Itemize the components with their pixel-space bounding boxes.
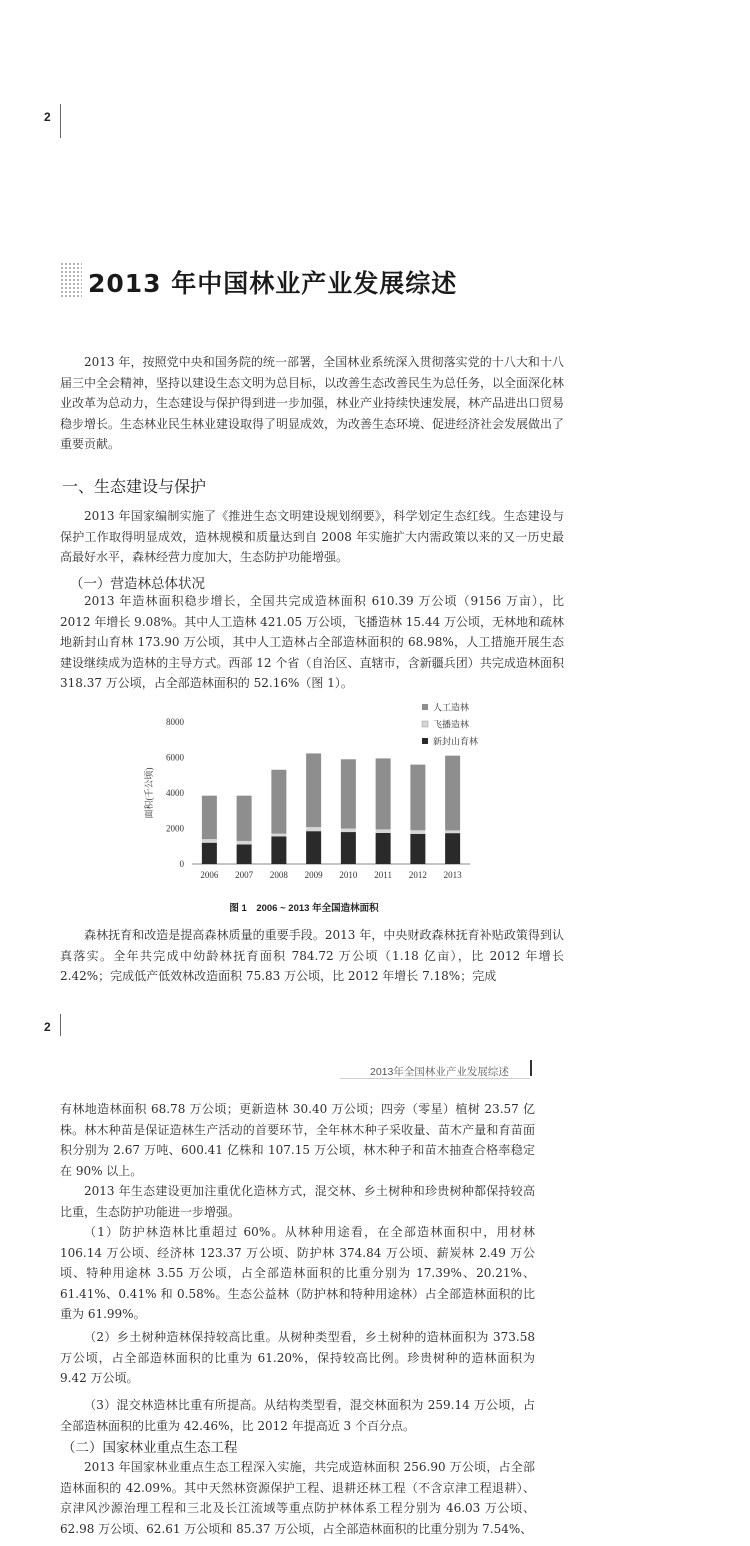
bar-2006-series-1: [202, 839, 217, 843]
page-title: 2013 年中国林业产业发展综述: [88, 269, 458, 298]
section-paragraph: 2013 年国家编制实施了《推进生态文明建设规划纲要》，科学划定生态红线。生态建设与保护工作取得明显成效，造林规模和质量达到自 2008 年实施扩大内需政策以来的又一历史最高最好水平，森林经营力度加大，生态防护功能增强。: [60, 509, 564, 564]
bar-2007-series-0: [237, 844, 252, 864]
bar-2011-series-2: [376, 758, 391, 829]
bar-2010-series-1: [341, 829, 356, 833]
bar-2013-series-1: [445, 830, 460, 833]
running-header-rule: [340, 1078, 530, 1079]
page2-paragraph-5: （3）混交林造林比重有所提高。从结构类型看，混交林面积为 259.14 万公顷，占全部造林面积的比重为 42.46%，比 2012 年提高近 3 个百分点。: [60, 1398, 535, 1433]
legend-label: 人工造林: [433, 702, 470, 713]
bar-2011-series-0: [376, 833, 391, 864]
x-tick-label: 2011: [374, 870, 392, 880]
bar-2007-series-1: [237, 841, 252, 845]
bar-2008-series-0: [271, 836, 286, 864]
y-tick-label: 0: [179, 859, 184, 869]
bar-2012-series-1: [410, 830, 425, 834]
legend-swatch: [422, 738, 428, 744]
page2-paragraph-2: 2013 年生态建设更加注重优化造林方式，混交林、乡土树种和珍贵树种都保持较高比重，生态防护功能进一步增强。: [60, 1184, 535, 1219]
bar-2011-series-1: [376, 829, 391, 833]
x-tick-label: 2013: [443, 870, 462, 880]
x-tick-label: 2012: [408, 870, 427, 880]
y-axis-label: 面积(千公顷): [144, 767, 154, 819]
title-dot-pattern: [60, 262, 82, 298]
page2-paragraph-4: （2）乡土树种造林保持较高比重。从树种类型看，乡土树种的造林面积为 373.58 万公顷，占全部造林面积的比重为 61.20%，保持较高比例。珍贵树种的造林面积为 9.42 万公顷。: [60, 1330, 535, 1385]
subsection-heading-key-projects: （二）国家林业重点生态工程: [62, 1440, 238, 1456]
bar-2008-series-1: [271, 834, 286, 837]
x-tick-label: 2010: [339, 870, 358, 880]
page2-paragraph-3: （1）防护林造林比重超过 60%。从林种用途看，在全部造林面积中，用材林 106.14 万公顷、经济林 123.37 万公顷、防护林 374.84 万公顷、薪炭林 2.49 万公顷、特种用途林 3.55 万公顷，占全部造林面积的比重分别为 17.39%、20.21%、61.41%、0.41% 和 0.58%。生态公益林（防护林和特种用途林）占全部造林面积的比重为 61.99%。: [60, 1225, 535, 1321]
bar-2013-series-0: [445, 833, 460, 864]
bar-2010-series-0: [341, 832, 356, 864]
page2-paragraph-6: 2013 年国家林业重点生态工程深入实施，共完成造林面积 256.90 万公顷，占全部造林面积的 42.09%。其中天然林资源保护工程、退耕还林工程（不含京津工程退耕）、京津风沙源治理工程和三北及长江流域等重点防护林体系工程分别为 46.03 万公顷、62.98 万公顷、62.61 万公顷和 85.37 万公顷，占全部造林面积的比重分别为 7.54%、: [60, 1460, 535, 1536]
bar-2012-series-0: [410, 834, 425, 864]
page-number-bottom: 2: [44, 1020, 51, 1034]
bar-2006-series-2: [202, 796, 217, 839]
running-header: 2013年全国林业产业发展综述: [370, 1066, 509, 1078]
forest-tending-paragraph: 森林抚育和改造是提高森林质量的重要手段。2013 年，中央财政森林抚育补贴政策得到认真落实。全年共完成中幼龄林抚育面积 784.72 万公顷（1.18 亿亩），比 2012 年增长 2.42%；完成低产低效林改造面积 75.83 万公顷，比 2012 年增长 7.18%；完成: [60, 928, 564, 983]
x-tick-label: 2009: [304, 870, 323, 880]
intro-paragraph: 2013 年，按照党中央和国务院的统一部署，全国林业系统深入贯彻落实党的十八大和十八届三中全会精神，坚持以建设生态文明为总目标，以改善生态改善民生为总任务，以全面深化林业改革为总动力，生态建设与保护得到进一步加强，林业产业持续快速发展，林产品进出口贸易稳步增长。生态林业民生林业建设取得了明显成效，为改善生态环境、促进经济社会发展做出了重要贡献。: [60, 355, 565, 451]
legend-swatch: [422, 704, 428, 710]
y-tick-label: 6000: [166, 752, 184, 763]
bar-2006-series-0: [202, 843, 217, 864]
afforestation-area-chart: [130, 700, 510, 890]
legend-label: 新封山育林: [433, 736, 479, 747]
bar-2012-series-2: [410, 765, 425, 831]
y-tick-label: 2000: [166, 823, 184, 834]
legend-label: 飞播造林: [433, 719, 470, 730]
afforestation-paragraph: 2013 年造林面积稳步增长，全国共完成造林面积 610.39 万公顷（9156 万亩），比 2012 年增长 9.08%。其中人工造林 421.05 万公顷，飞播造林 15.44 万公顷，无林地和疏林地新封山育林 173.90 万公顷，其中人工造林占全部造林面积的 68.98%，人工措施开展生态建设继续成为造林的主导方式。西部 12 个省（自治区、直辖市，含新疆兵团）共完成造林面积 318.37 万公顷，占全部造林面积的 52.16%（图 1）。: [60, 594, 564, 690]
page-number-divider: [60, 104, 61, 138]
bar-2009-series-0: [306, 831, 321, 864]
bar-2009-series-2: [306, 753, 321, 827]
bar-2009-series-1: [306, 827, 321, 831]
x-tick-label: 2006: [200, 870, 219, 880]
figure-caption: 图 1 2006 ~ 2013 年全国造林面积: [229, 903, 379, 914]
section-heading-ecology: 一、生态建设与保护: [62, 477, 207, 496]
page-number-bottom-divider: [60, 1014, 61, 1036]
y-tick-label: 8000: [166, 717, 184, 727]
legend-swatch: [422, 721, 428, 727]
bar-2008-series-2: [271, 770, 286, 834]
x-tick-label: 2008: [269, 870, 288, 880]
bar-2007-series-2: [237, 796, 252, 841]
x-tick-label: 2007: [235, 870, 254, 880]
running-header-bar: [530, 1060, 532, 1076]
y-tick-label: 4000: [166, 788, 184, 798]
page-number-top: 2: [44, 110, 51, 124]
bar-2010-series-2: [341, 759, 356, 828]
bar-2013-series-2: [445, 756, 460, 831]
page2-paragraph-1: 有林地造林面积 68.78 万公顷；更新造林 30.40 万公顷；四旁（零星）植树 23.57 亿株。林木种苗是保证造林生产活动的首要环节，全年林木种子采收量、苗木产量和育苗面积分别为 2.67 万吨、600.41 亿株和 107.15 万公顷，林木种子和苗木抽查合格率稳定在 90% 以上。: [60, 1102, 535, 1178]
subsection-heading-afforestation: （一）营造林总体状况: [70, 576, 205, 592]
